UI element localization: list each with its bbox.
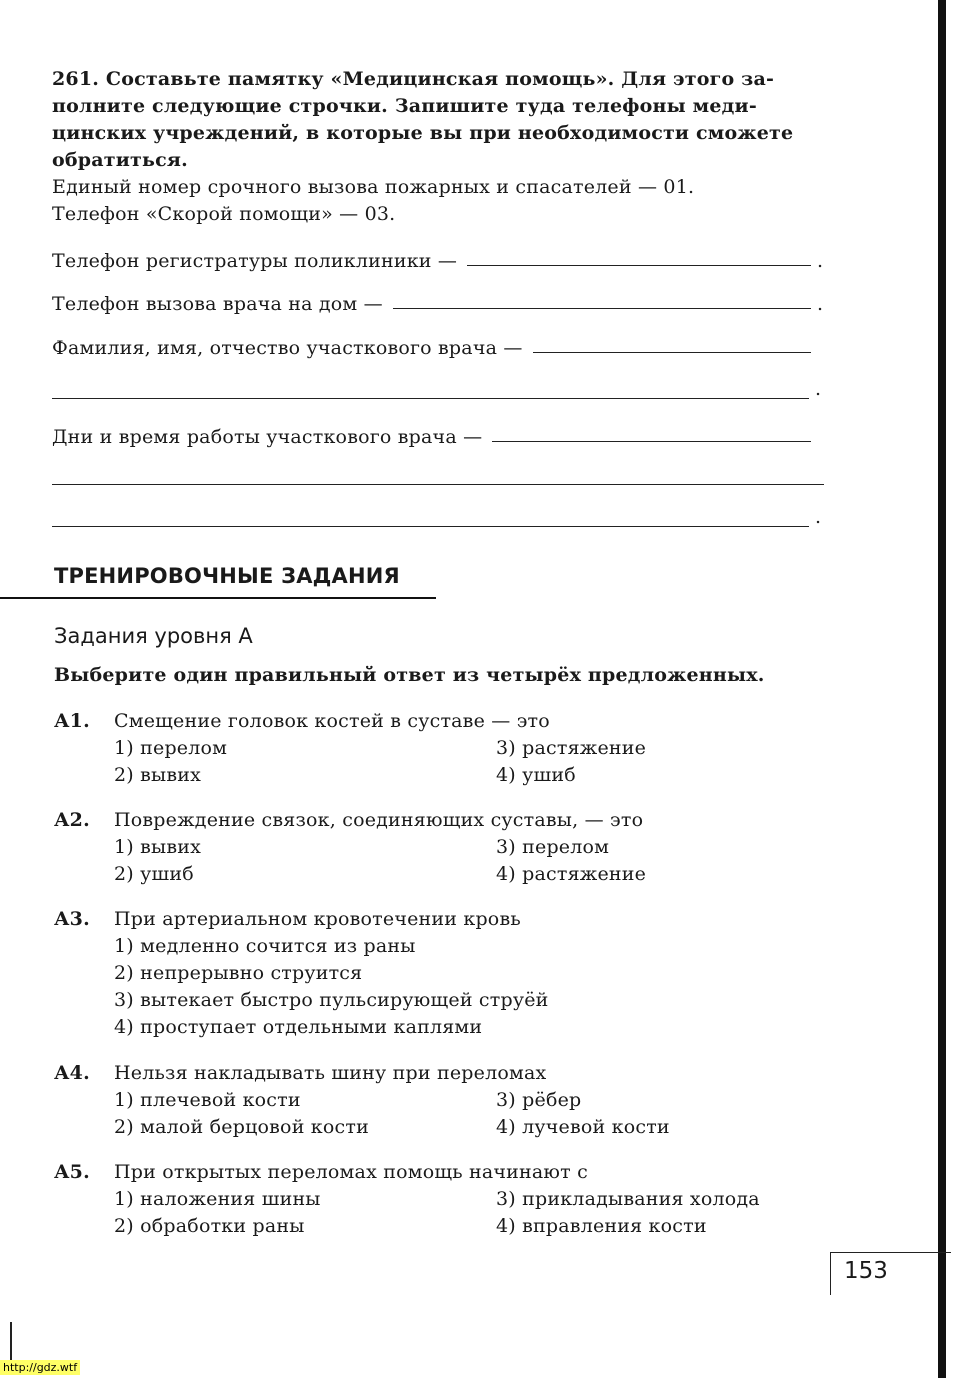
option-1[interactable]: 1) медленно сочится из раны <box>114 935 416 957</box>
option-3[interactable]: 3) перелом <box>496 836 610 858</box>
field-home-doctor-call <box>52 285 827 315</box>
question-a5 <box>54 1159 834 1241</box>
page-number: 153 <box>844 1258 888 1284</box>
answer-line[interactable] <box>467 265 811 266</box>
line-end-mark: . <box>817 293 824 315</box>
question-a3 <box>54 906 834 1042</box>
answer-line[interactable] <box>533 352 811 353</box>
field-label: Фамилия, имя, отчество участкового врача — <box>52 337 523 359</box>
question-a4 <box>54 1060 834 1142</box>
option-3[interactable]: 3) рёбер <box>496 1089 582 1111</box>
question-a2 <box>54 807 834 889</box>
option-2[interactable]: 2) ушиб <box>114 863 194 885</box>
option-3[interactable]: 3) растяжение <box>496 737 647 759</box>
option-3[interactable]: 3) вытекает быстро пульсирующей струёй <box>114 989 549 1011</box>
task-intro-line-4: обратиться. <box>52 149 188 171</box>
option-4[interactable]: 4) проступает отдельными каплями <box>114 1016 483 1038</box>
section-divider <box>0 597 436 599</box>
info-line-ambulance: Телефон «Скорой помощи» — 03. <box>52 203 396 225</box>
question-stem: При артериальном кровотечении кровь <box>114 908 521 930</box>
book-spine-edge <box>938 0 946 1378</box>
question-number: А3. <box>54 908 90 930</box>
task-261 <box>52 66 827 228</box>
question-number: А5. <box>54 1161 90 1183</box>
field-doctor-name <box>52 329 827 359</box>
field-label: Телефон регистратуры поликлиники — <box>52 250 458 272</box>
answer-line-continuation[interactable] <box>52 526 809 527</box>
crop-mark <box>10 1322 12 1362</box>
field-label: Дни и время работы участкового врача — <box>52 426 483 448</box>
option-4[interactable]: 4) ушиб <box>496 764 576 786</box>
info-line-rescue: Единый номер срочного вызова пожарных и спасателей — 01. <box>52 176 695 198</box>
line-end-mark: . <box>817 250 824 272</box>
option-1[interactable]: 1) наложения шины <box>114 1188 321 1210</box>
option-1[interactable]: 1) вывих <box>114 836 202 858</box>
watermark-link[interactable]: http://gdz.wtf <box>0 1360 80 1375</box>
section-heading: ТРЕНИРОВОЧНЫЕ ЗАДАНИЯ <box>54 564 400 588</box>
task-intro-line-1: 261. Составьте памятку «Медицинская помощь». Для этого за- <box>52 68 775 90</box>
question-stem: Повреждение связок, соединяющих суставы, — это <box>114 809 644 831</box>
answer-line-continuation[interactable] <box>52 398 809 399</box>
answer-line[interactable] <box>393 308 811 309</box>
question-stem: При открытых переломах помощь начинают с <box>114 1161 588 1183</box>
option-4[interactable]: 4) растяжение <box>496 863 647 885</box>
option-1[interactable]: 1) плечевой кости <box>114 1089 301 1111</box>
question-number: А1. <box>54 710 90 732</box>
question-stem: Смещение головок костей в суставе — это <box>114 710 550 732</box>
option-4[interactable]: 4) лучевой кости <box>496 1116 670 1138</box>
field-doctor-hours <box>52 418 827 448</box>
line-end-mark: . <box>815 506 822 528</box>
option-2[interactable]: 2) вывих <box>114 764 202 786</box>
option-4[interactable]: 4) вправления кости <box>496 1215 707 1237</box>
level-title: Задания уровня А <box>54 624 253 648</box>
option-1[interactable]: 1) перелом <box>114 737 228 759</box>
option-2[interactable]: 2) обработки раны <box>114 1215 305 1237</box>
option-2[interactable]: 2) непрерывно струится <box>114 962 363 984</box>
answer-line-continuation[interactable] <box>52 484 824 485</box>
question-number: А2. <box>54 809 90 831</box>
task-intro-line-3: цинских учреждений, в которые вы при необходимости сможете <box>52 122 794 144</box>
field-clinic-registry <box>52 242 827 272</box>
question-a1 <box>54 708 834 790</box>
question-number: А4. <box>54 1062 90 1084</box>
task-intro-line-2: полните следующие строчки. Запишите туда телефоны меди- <box>52 95 757 117</box>
field-label: Телефон вызова врача на дом — <box>52 293 383 315</box>
option-2[interactable]: 2) малой берцовой кости <box>114 1116 369 1138</box>
option-3[interactable]: 3) прикладывания холода <box>496 1188 760 1210</box>
answer-line[interactable] <box>492 441 811 442</box>
instruction: Выберите один правильный ответ из четырёх предложенных. <box>54 664 765 686</box>
line-end-mark: . <box>815 378 822 400</box>
question-stem: Нельзя накладывать шину при переломах <box>114 1062 547 1084</box>
